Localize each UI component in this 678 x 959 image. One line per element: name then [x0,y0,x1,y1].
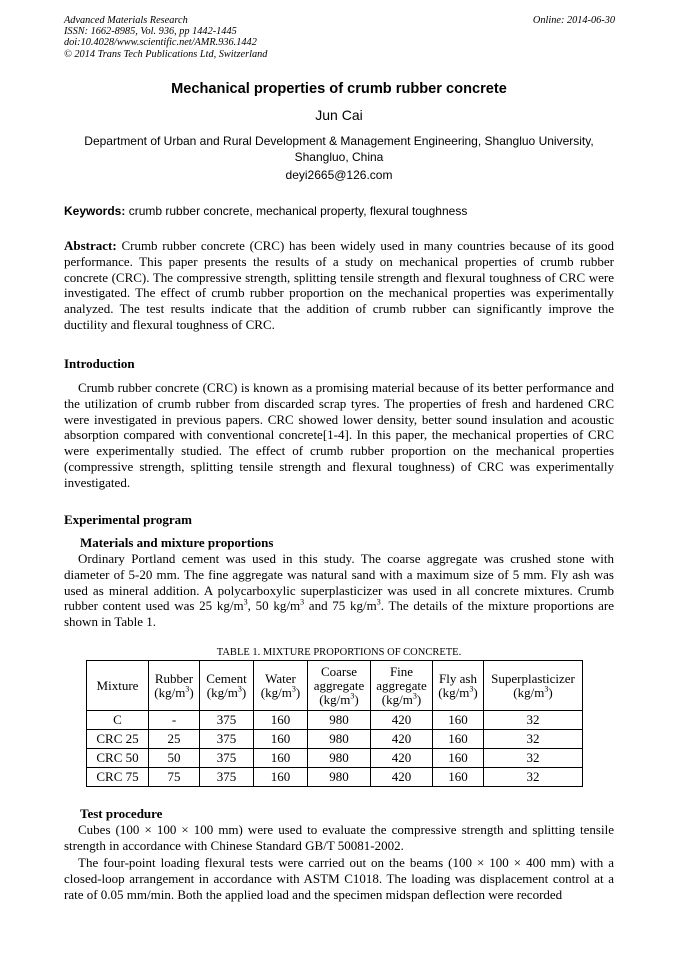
table-cell: 25 [149,730,200,749]
subsection-heading-materials: Materials and mixture proportions [80,535,274,550]
table-cell: 420 [371,730,433,749]
test-procedure-paragraph-2: The four-point loading flexural tests were carried out on the beams (100 × 100 × 400 mm) with a closed-loop arrangement in accordance with ASTM C1018. The loading was displacement control at a rate of 0.05 mm/min. Both the applied load and the specimen midspan deflection were recorded [64,855,614,902]
materials-paragraph [64,551,614,630]
table-cell: 160 [254,768,308,787]
table-header-cell: Fine aggregate $(kg/m^3)$ [371,661,433,711]
table-cell: 160 [433,768,484,787]
table-header-row [87,661,583,711]
table-cell: 420 [371,768,433,787]
abstract-label: Abstract: [64,238,117,253]
table-cell: 375 [200,711,254,730]
superscript: 3 [300,598,305,608]
table-cell: 160 [254,749,308,768]
abstract [64,238,614,333]
table-cell: C [87,711,149,730]
table-cell: CRC 75 [87,768,149,787]
table-cell: 32 [484,768,583,787]
table-cell: 980 [308,730,371,749]
table-row [87,711,583,730]
materials-text: , 50 kg/m [247,598,301,614]
table-cell: 160 [433,730,484,749]
introduction-paragraph: Crumb rubber concrete (CRC) is known as a promising material because of its better performance and the utilization of crumb rubber from discarded scrap tyres. The properties of fresh and hardened CRC were investigated in previous papers. CRC showed lower density, better sound insulation and acoustic absorption compared with conventional concrete[1-4]. In this paper, the mechanical properties of CRC were experimentally studied. The effect of crumb rubber proportion on the mechanical properties (compressive strength, splitting tensile strength and flexural toughness) of CRC was experimentally investigated. [64,380,614,490]
table-row [87,749,583,768]
superscript: 3 [376,598,381,608]
test-procedure-paragraph-1: Cubes (100 × 100 × 100 mm) were used to evaluate the compressive strength and splitting tensile strength in accordance with Chinese Standard GB/T 50081-2002. [64,822,614,853]
table-cell: 420 [371,711,433,730]
table-row [87,730,583,749]
subsection-heading-test-procedure: Test procedure [80,806,163,821]
journal-copyright: © 2014 Trans Tech Publications Ltd, Switzerland [64,48,268,60]
keywords [64,204,467,218]
section-heading-experimental: Experimental program [64,512,192,527]
table-cell: 375 [200,730,254,749]
keywords-text: crumb rubber concrete, mechanical property, flexural toughness [128,204,468,218]
abstract-text: Crumb rubber concrete (CRC) has been widely used in many countries because of its good performance. This paper presents the results of a study on mechanical properties of crumb rubber concrete (CRC). The compressive strength, splitting tensile strength and flexural toughness of CRC were investigated. The effect of crumb rubber proportion on the mechanical properties was experimentally analyzed. The test results indicate that the addition of crumb rubber can significantly improve the ductility and flexural toughness of CRC. [64,238,615,332]
table-cell: 160 [433,711,484,730]
table-caption: TABLE 1. MIXTURE PROPORTIONS OF CONCRETE. [216,647,462,658]
table-header-cell: Coarse aggregate $(kg/m^3)$ [308,661,371,711]
table-cell: 980 [308,768,371,787]
table-cell: 420 [371,749,433,768]
table-header-cell: Rubber $(kg/m^3)$ [149,661,200,711]
journal-issn: ISSN: 1662-8985, Vol. 936, pp 1442-1445 [64,26,237,38]
materials-text: and 75 kg/m [304,598,377,614]
materials-text: . The details of the mixture proportions are shown in Table 1. [64,598,614,630]
table-cell: 32 [484,749,583,768]
table-cell: 375 [200,749,254,768]
section-heading-introduction: Introduction [64,356,135,371]
superscript: 3 [243,598,248,608]
table-row [87,768,583,787]
table-header-cell: Fly ash $(kg/m^3)$ [433,661,484,711]
table-cell: 375 [200,768,254,787]
table-header-cell: Mixture [87,661,149,711]
mixture-proportions-table [86,660,583,787]
table-cell: 160 [254,730,308,749]
journal-doi: doi:10.4028/www.scientific.net/AMR.936.1442 [64,37,257,49]
paper-affiliation: Department of Urban and Rural Development & Management Engineering, Shangluo University, Shangluo, China [84,134,594,164]
paper-title: Mechanical properties of crumb rubber concrete [171,81,507,97]
table-cell: 75 [149,768,200,787]
materials-text: Ordinary Portland cement was used in this study. The coarse aggregate was crushed stone with diameter of 5-20 mm. The fine aggregate was natural sand with a maximum size of 5 mm. Fly ash was used as mineral addition. A polycarboxylic superplasticizer was used in all concrete mixtures. Crumb rubber content used was 25 kg/m [64,551,614,614]
table-cell: - [149,711,200,730]
table-cell: CRC 50 [87,749,149,768]
table-header-cell: Superplasticizer $(kg/m^3)$ [484,661,583,711]
table-cell: 50 [149,749,200,768]
online-date: Online: 2014-06-30 [532,15,615,26]
table-cell: 980 [308,711,371,730]
author-email: deyi2665@126.com [285,168,393,182]
table-cell: CRC 25 [87,730,149,749]
table-cell: 160 [433,749,484,768]
table-cell: 160 [254,711,308,730]
keywords-label: Keywords: [64,204,126,218]
table-cell: 980 [308,749,371,768]
journal-header [64,15,267,60]
table-header-cell: Cement $(kg/m^3)$ [200,661,254,711]
table-cell: 32 [484,711,583,730]
table-cell: 32 [484,730,583,749]
table-header-cell: Water $(kg/m^3)$ [254,661,308,711]
paper-author: Jun Cai [315,107,363,123]
journal-name: Advanced Materials Research [64,15,188,26]
